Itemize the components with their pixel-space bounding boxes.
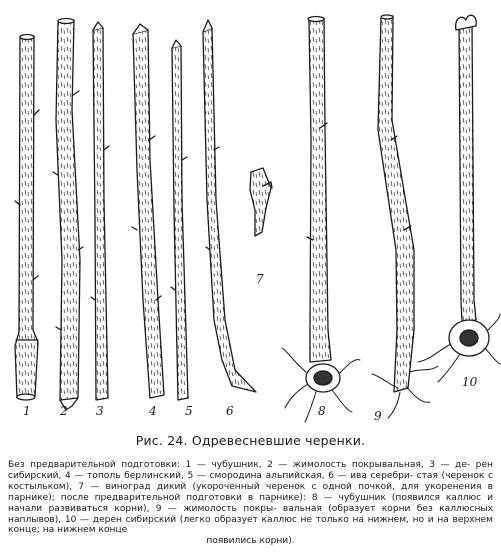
cutting-number-7: 7 xyxy=(256,272,264,286)
cutting-7-vitis xyxy=(250,168,272,236)
legend-line-8: появились корни). xyxy=(206,536,295,547)
cutting-1-philadelphus xyxy=(15,35,39,401)
cutting-number-8: 8 xyxy=(318,404,326,418)
cutting-number-5: 5 xyxy=(185,404,193,418)
cutting-number-3: 3 xyxy=(96,404,104,418)
legend-line-2: рен сибирский, 4 — тополь берлинский, 5 — смородина альпийская, 6 — ива серебри- xyxy=(8,460,493,481)
cutting-number-9: 9 xyxy=(374,409,382,423)
cutting-number-1: 1 xyxy=(23,404,31,418)
cutting-number-2: 2 xyxy=(60,404,68,418)
cutting-2-lonicera xyxy=(53,19,83,411)
legend-line-7: образует каллюс не только на нижнем, но и на верхнем конце; на нижнем конце xyxy=(8,514,493,536)
legend-line-6: вальная (образует корни без каллюсных наплывов), 10 — дерен сибирский (легко xyxy=(8,503,493,525)
cutting-9-lonicera-rooted xyxy=(372,15,438,418)
legend-line-5: 8 — чубушник (появился каллюс и начали развиваться корни), 9 — жимолость покры- xyxy=(8,492,493,514)
legend-line-1: Без предварительной подготовки: 1 — чубушник, 2 — жимолость покрывальная, 3 — де- xyxy=(8,460,471,470)
cutting-number-6: 6 xyxy=(226,404,234,418)
cutting-6-salix-heel xyxy=(203,20,256,392)
legend-line-4: почкой, для укоренения в парнике); после предварительной подготовки в парнике): xyxy=(8,481,493,503)
cutting-number-4: 4 xyxy=(149,404,157,418)
figure-legend xyxy=(8,460,493,547)
cutting-8-philadelphus-rooted xyxy=(282,17,360,423)
cutting-number-10: 10 xyxy=(462,375,478,389)
figure-caption: Рис. 24. Одревесневшие черенки. xyxy=(135,433,366,448)
cutting-5-ribes xyxy=(171,40,188,400)
cutting-4-populus xyxy=(132,24,164,398)
cutting-10-cornus-rooted xyxy=(418,15,500,382)
cutting-3-cornus xyxy=(91,22,109,400)
legend-line-3: стая (черенок с костыльком), 7 — виноград дикий (укороченный черенок с одной xyxy=(8,470,493,492)
